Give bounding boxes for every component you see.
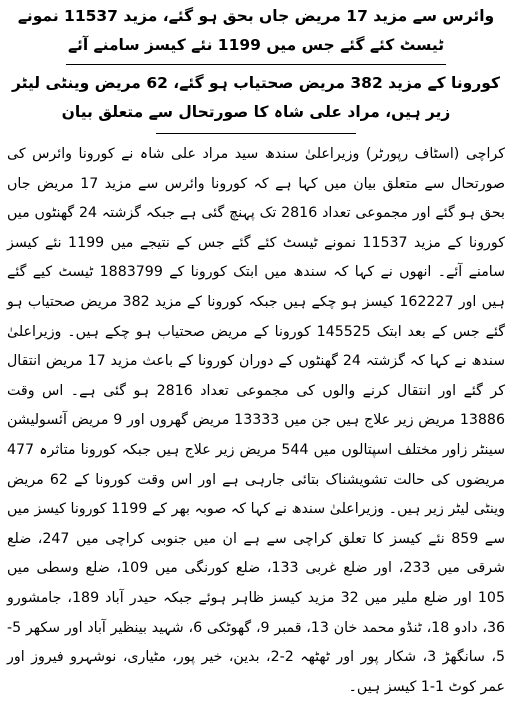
- body-divider: [156, 133, 356, 134]
- headline-divider: [66, 64, 446, 65]
- article-body: کراچی (اسٹاف رپورٹر) وزیراعلیٰ سندھ سید مراد علی شاہ نے کورونا وائرس کی صورتحال سے متعلق بیان میں کہا ہے کہ کورونا وائرس سے مزید 17 مریض جاں بحق ہو گئے اور مجموعی تعداد 2816 تک پہنچ گئی ہے جبکہ گزشتہ 24 گھنٹوں میں کورونا کے مزید 11537 نمونے ٹیسٹ کئے گئے جس کے نتیجے میں 1199 نئے کیسز سامنے آئے۔ انھوں نے کہا کہ سندھ میں ابتک کورونا کے 1883799 ٹیسٹ کیے گئے ہیں اور 162227 کیسز ہو چکے ہیں جبکہ کورونا کے مزید 382 مریض صحتیاب ہو گئے جس کے بعد ابتک 145525 کورونا کے مریض صحتیاب ہو چکے ہیں۔ وزیراعلیٰ سندھ نے کہا کہ گزشتہ 24 گھنٹوں کے دوران کورونا کے باعث مزید 17 مریض انتقال کر گئے اور انتقال کرنے والوں کی مجموعی تعداد 2816 ہو گئی ہے۔ اس وقت 13886 مریض زیر علاج ہیں جن میں 13333 مریض گھروں اور 9 مریض آئسولیشن سینٹر زاور مختلف اسپتالوں میں 544 مریض زیر علاج ہیں جبکہ کورونا متاثرہ 477 مریضوں کی حالت تشویشناک بتائی جارہی ہے اور اس وقت کورونا کے 62 مریض وینٹی لیٹر زیر ہیں۔ وزیراعلیٰ سندھ نے کہا کہ صوبہ بھر کے 1199 کورونا کیسز میں سے 859 نئے کیسز کا تعلق کراچی سے ہے ان میں جنوبی کراچی میں 247، ضلع شرقی میں 233، اور ضلع غربی 133، ضلع کورنگی میں 109، ضلع وسطی میں 105 اور ضلع ملیر میں 32 مزید کیسز ظاہر ہوئے جبکہ حیدر آباد 189، جامشورو 36، دادو 18، ٹنڈو محمد خان 13، قمبر 9، گھوٹکی 6، شہید بینظیر آباد اور سکھر 5-5، سانگھڑ 3، شکار پور اور ٹھٹھہ 2-2، بدین، خیر پور، مٹیاری، نوشہرو فیروز اور عمر کوٹ 1-1 کیسز ہیں۔: [7, 146, 506, 695]
- headline-secondary: کورونا کے مزید 382 مریض صحتیاب ہو گئے، 62 مریض وینٹی لیٹر زیر ہیں، مراد علی شاہ کا صورتحال سے متعلق بیان: [12, 74, 500, 121]
- headline-primary: وائرس سے مزید 17 مریض جاں بحق ہو گئے، مزید 11537 نمونے ٹیسٹ کئے گئے جس میں 1199 نئے کیسز سامنے آئے: [17, 7, 495, 54]
